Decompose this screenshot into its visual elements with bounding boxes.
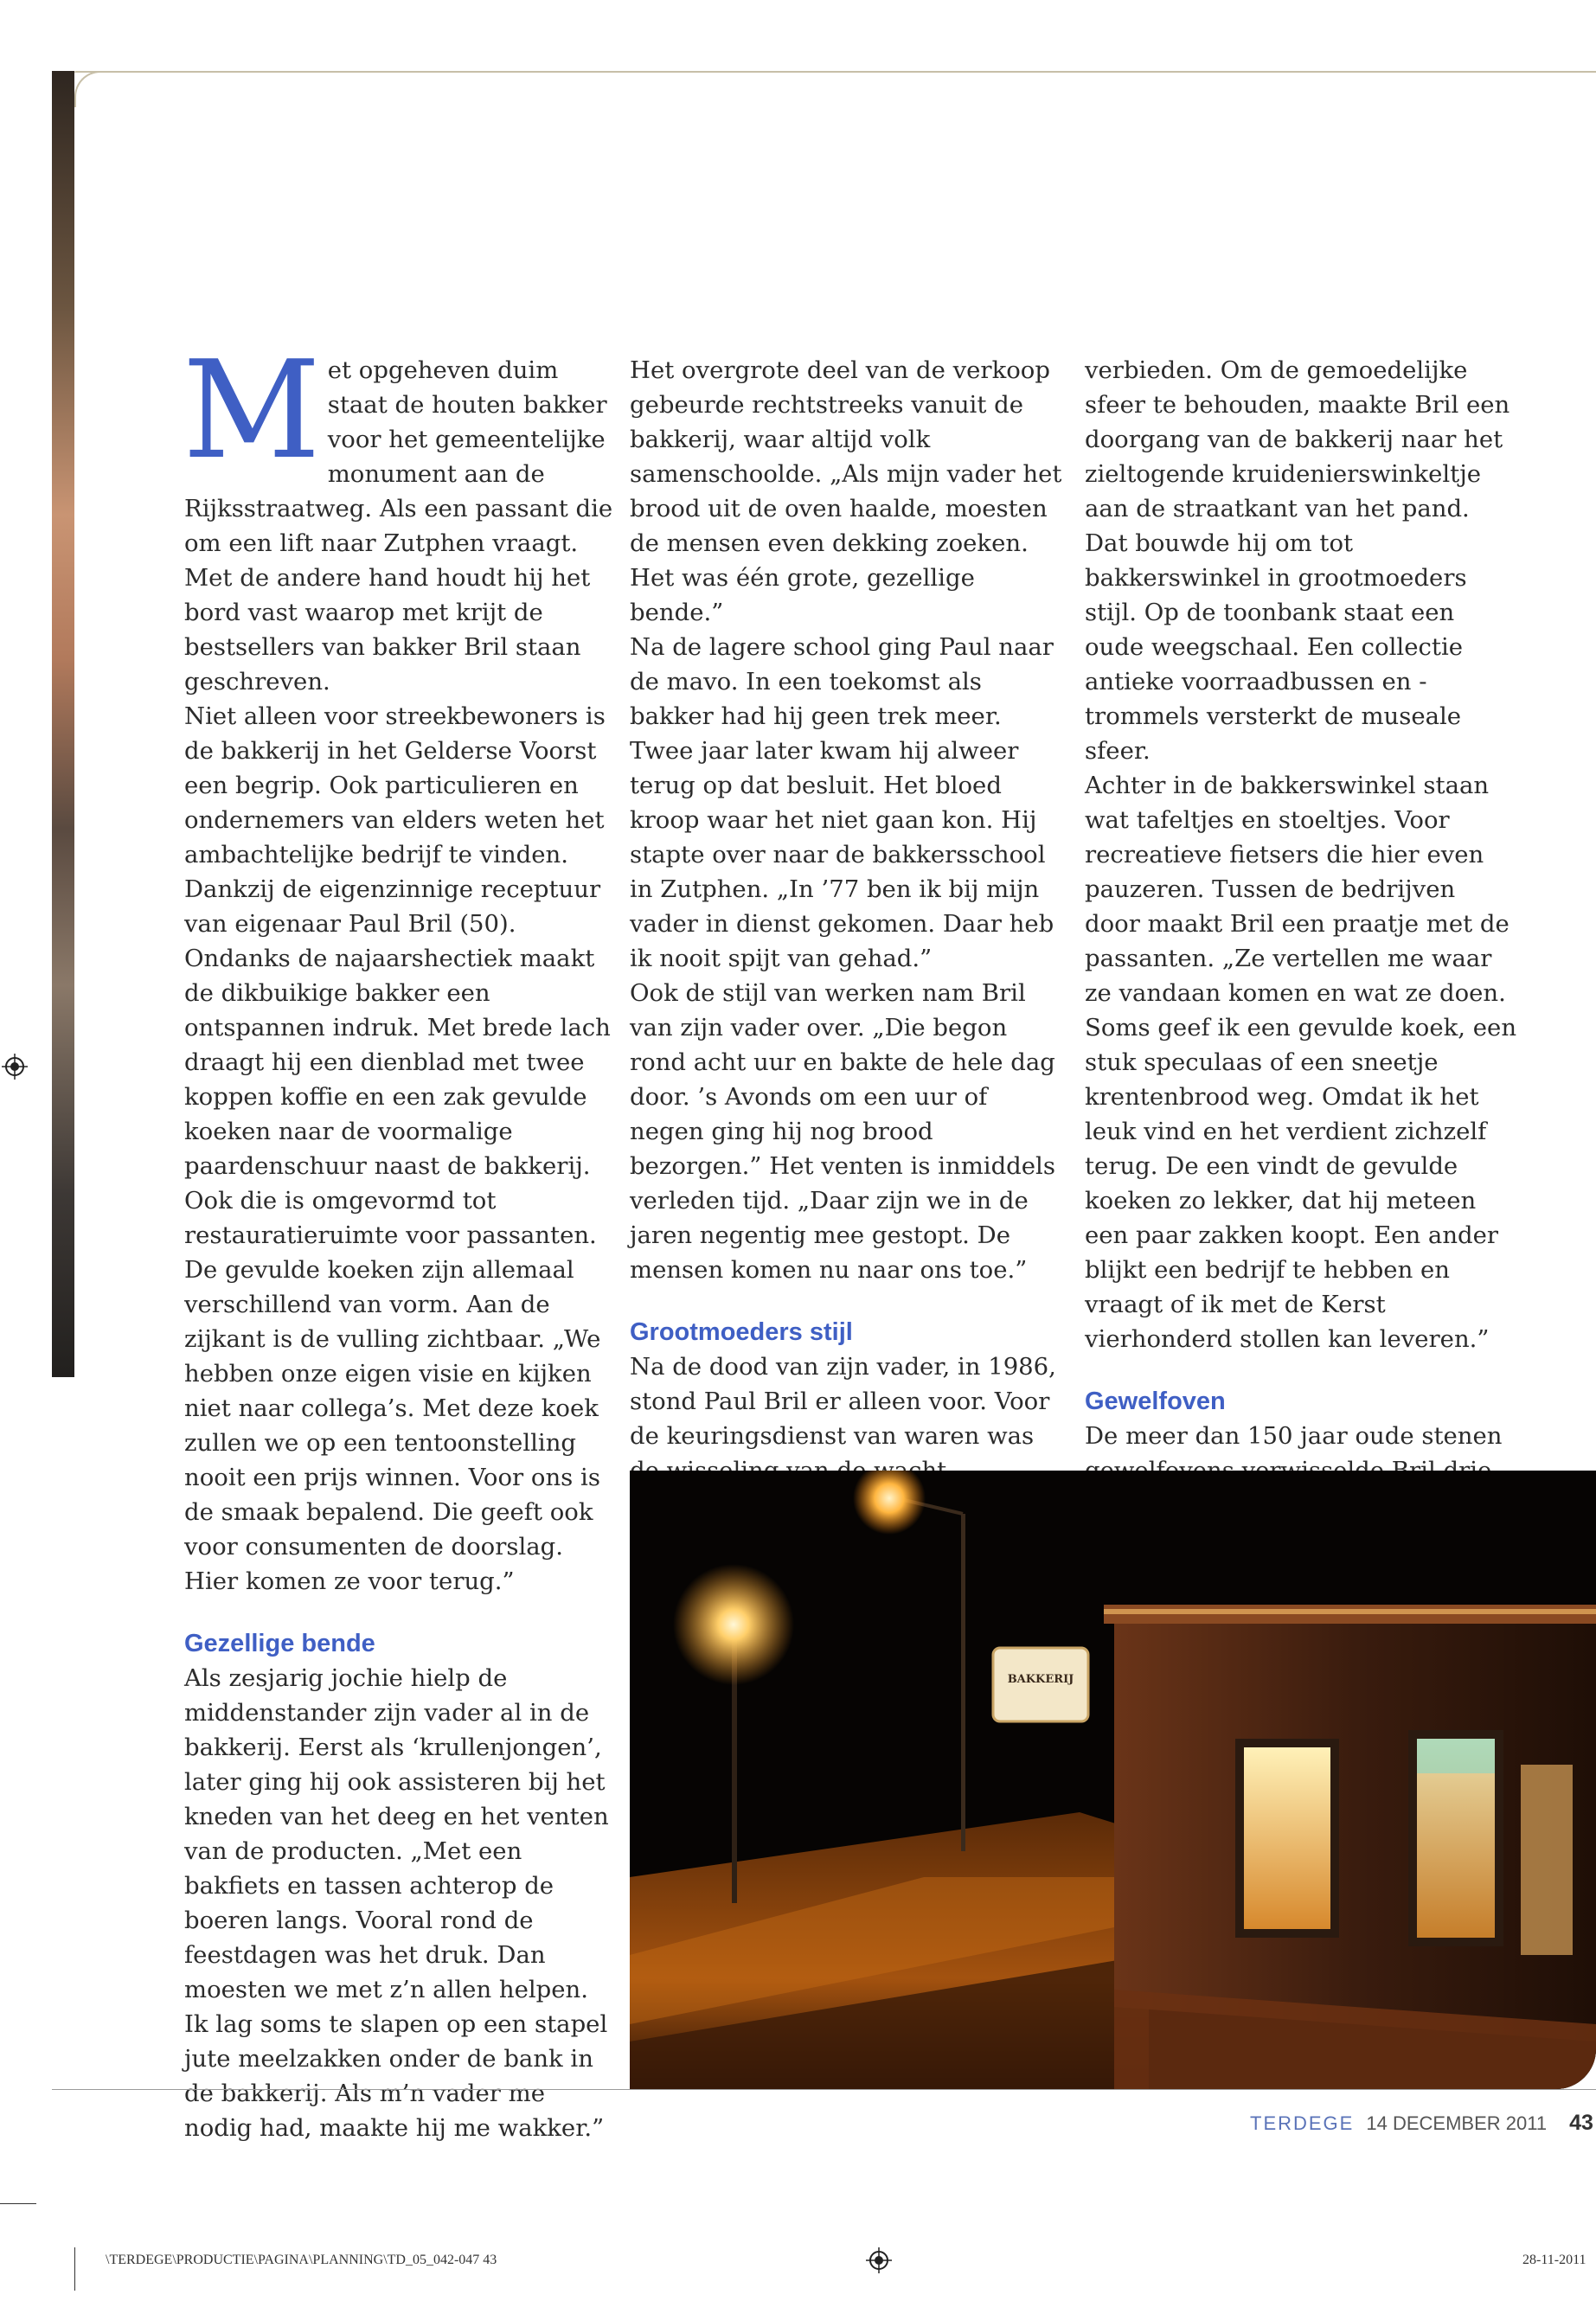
magazine-name: TERDEGE — [1250, 2112, 1355, 2134]
page-number: 43 — [1569, 2111, 1593, 2135]
paragraph: Ook de stijl van werken nam Bril van zijn vader over. „Die begon rond acht uur en bakte de hele dag door. ’s Avonds om een uur of negen ging hij nog brood bezorgen.” Het venten is inmiddels verleden tijd. „Daar zijn we in de jaren negentig mee gestopt. De mensen komen nu naar ons toe.” — [630, 979, 1055, 1284]
registration-mark-icon — [866, 2247, 892, 2273]
article-column-2 — [630, 353, 1062, 1557]
subheading-gezellige-bende: Gezellige bende — [184, 1630, 375, 1657]
registration-mark-icon — [2, 1054, 28, 1080]
paragraph: Het overgrote deel van de verkoop gebeurde rechtstreeks vanuit de bakkerij, waar altijd volk samenschoolde. „Als mijn vader het brood uit de oven haalde, moesten de mensen even dekking zoeken. Het was één grote, gezellige bende.” — [630, 356, 1062, 626]
door — [1521, 1765, 1573, 1955]
paragraph: Na de lagere school ging Paul naar de mavo. In een toekomst als bakker had hij geen trek meer. Twee jaar later kwam hij alweer terug op dat besluit. Het bloed kroop waar het niet gaan kon. Hij stapte over naar de bakkersschool in Zutphen. „In ’77 ben ik bij mijn vader in dienst gekomen. Daar heb ik nooit spijt van gehad.” — [630, 633, 1054, 972]
paragraph: De gevulde koeken zijn allemaal verschillend van vorm. Aan de zijkant is de vulling zichtbaar. „We hebben onze eigen visie en kijken niet naar collega’s. Met deze koek zullen we op een tentoonstelling nooit een prijs winnen. Voor ons is de smaak bepalend. Die geeft ook voor consumenten de doorslag. Hier komen ze voor terug.” — [184, 1256, 601, 1595]
page-folio — [1250, 2111, 1593, 2136]
shop-window-left — [1244, 1747, 1330, 1929]
subheading-grootmoeders-stijl: Grootmoeders stijl — [630, 1318, 853, 1346]
intro-text: et opgeheven duim staat de houten bakker voor het gemeentelijke monument aan de Rijksstraatweg. Als een passant die om een lift naar Zutphen vraagt. Met de andere hand houdt hij het bord vast waarop met krijt de bestsellers van bakker Bril staan geschreven. — [184, 356, 613, 695]
bakery-sign-text: BAKKERIJ — [1007, 1673, 1074, 1686]
top-rule — [74, 71, 1596, 73]
paragraph: Ondanks de najaarshectiek maakt de dikbuikige bakker een ontspannen indruk. Met brede lach draagt hij een dienblad met twee koppen koffie en een zak gevulde koeken naar de voormalige paardenschuur naast de bakkerij. Ook die is omgevormd tot restauratieruimte voor passanten. — [184, 945, 611, 1249]
lamp-post — [961, 1514, 965, 1851]
article-column-1 — [183, 331, 617, 2145]
paragraph: Na de dood van zijn vader, in 1986, stond Paul Bril er alleen voor. Voor de keuringsdienst van waren was — [630, 1353, 1056, 1450]
bakery-night-photo — [630, 1471, 1596, 2089]
print-slug-date: 28-11-2011 — [1522, 2253, 1586, 2267]
crop-mark — [74, 2247, 75, 2291]
street-lamp-near — [673, 1564, 794, 1685]
footer-rule — [52, 2089, 1596, 2090]
paragraph: Als zesjarig jochie hielp de middenstander zijn vader al in de bakkerij. Eerst als ‘krullenjongen’, later ging hij ook assisteren bij het kneden van het deeg en het venten van de producten. „Met een bakfiets en tassen achterop de boeren langs. Vooral rond de feestdagen was het druk. Dan moesten we met z’n allen helpen. Ik lag soms te slapen op een stapel jute meelzakken onder de bank in de bakkerij. Als m’n vader me nodig had, maakte hij me wakker.” — [184, 1664, 609, 2142]
paragraph: verbieden. Om de gemoedelijke sfeer te behouden, maakte Bril een doorgang van de bakkerij naar het zieltogende kruidenierswinkeltje aan de straatkant van het pand. Dat bouwde hij om tot bakkerswinkel in grootmoeders stijl. Op de toonbank staat een oude weegschaal. Een collectie antieke voorraadbussen en -trommels versterkt de museale sfeer. — [1085, 356, 1510, 765]
article-column-3 — [1085, 353, 1517, 1592]
crop-mark — [0, 2203, 36, 2204]
paragraph: De meer dan 150 jaar oude stenen — [1085, 1422, 1503, 1450]
window-sign — [1417, 1739, 1495, 1773]
roof-light — [1104, 1609, 1596, 1614]
paragraph: Achter in de bakkerswinkel staan wat tafeltjes en stoeltjes. Voor recreatieve fietsers die hier even pauzeren. Tussen de bedrijven door maakt Bril een praatje met de passanten. „Ze vertellen me waar ze vandaan komen en wat ze doen. Soms geef ik een gevulde koek, een stuk speculaas of een sneetje krentenbrood weg. Omdat ik het leuk vind en het verdient zichzelf terug. De een vindt de gevulde koeken zo lekker, dat hij meteen een paar zakken koopt. Een ander blijkt een bedrijf te hebben en vraagt of ik met de Kerst vierhonderd stollen kan leveren.” — [1085, 772, 1517, 1353]
top-rule-corner — [74, 71, 111, 107]
subheading-gewelfoven: Gewelfoven — [1085, 1388, 1226, 1415]
issue-date: 14 DECEMBER 2011 — [1366, 2112, 1548, 2134]
print-slug-path: \TERDEGE\PRODUCTIE\PAGINA\PLANNING\TD_05_042-047 43 — [106, 2253, 497, 2267]
drop-cap: M — [183, 331, 321, 489]
intro-paragraph — [183, 331, 617, 699]
left-page-photo-edge — [52, 71, 74, 1377]
paragraph: Niet alleen voor streekbewoners is de bakkerij in het Gelderse Voorst een begrip. Ook particulieren en ondernemers van elders weten het ambachtelijke bedrijf te vinden. Dankzij de eigenzinnige receptuur van eigenaar Paul Bril (50). — [184, 702, 606, 938]
